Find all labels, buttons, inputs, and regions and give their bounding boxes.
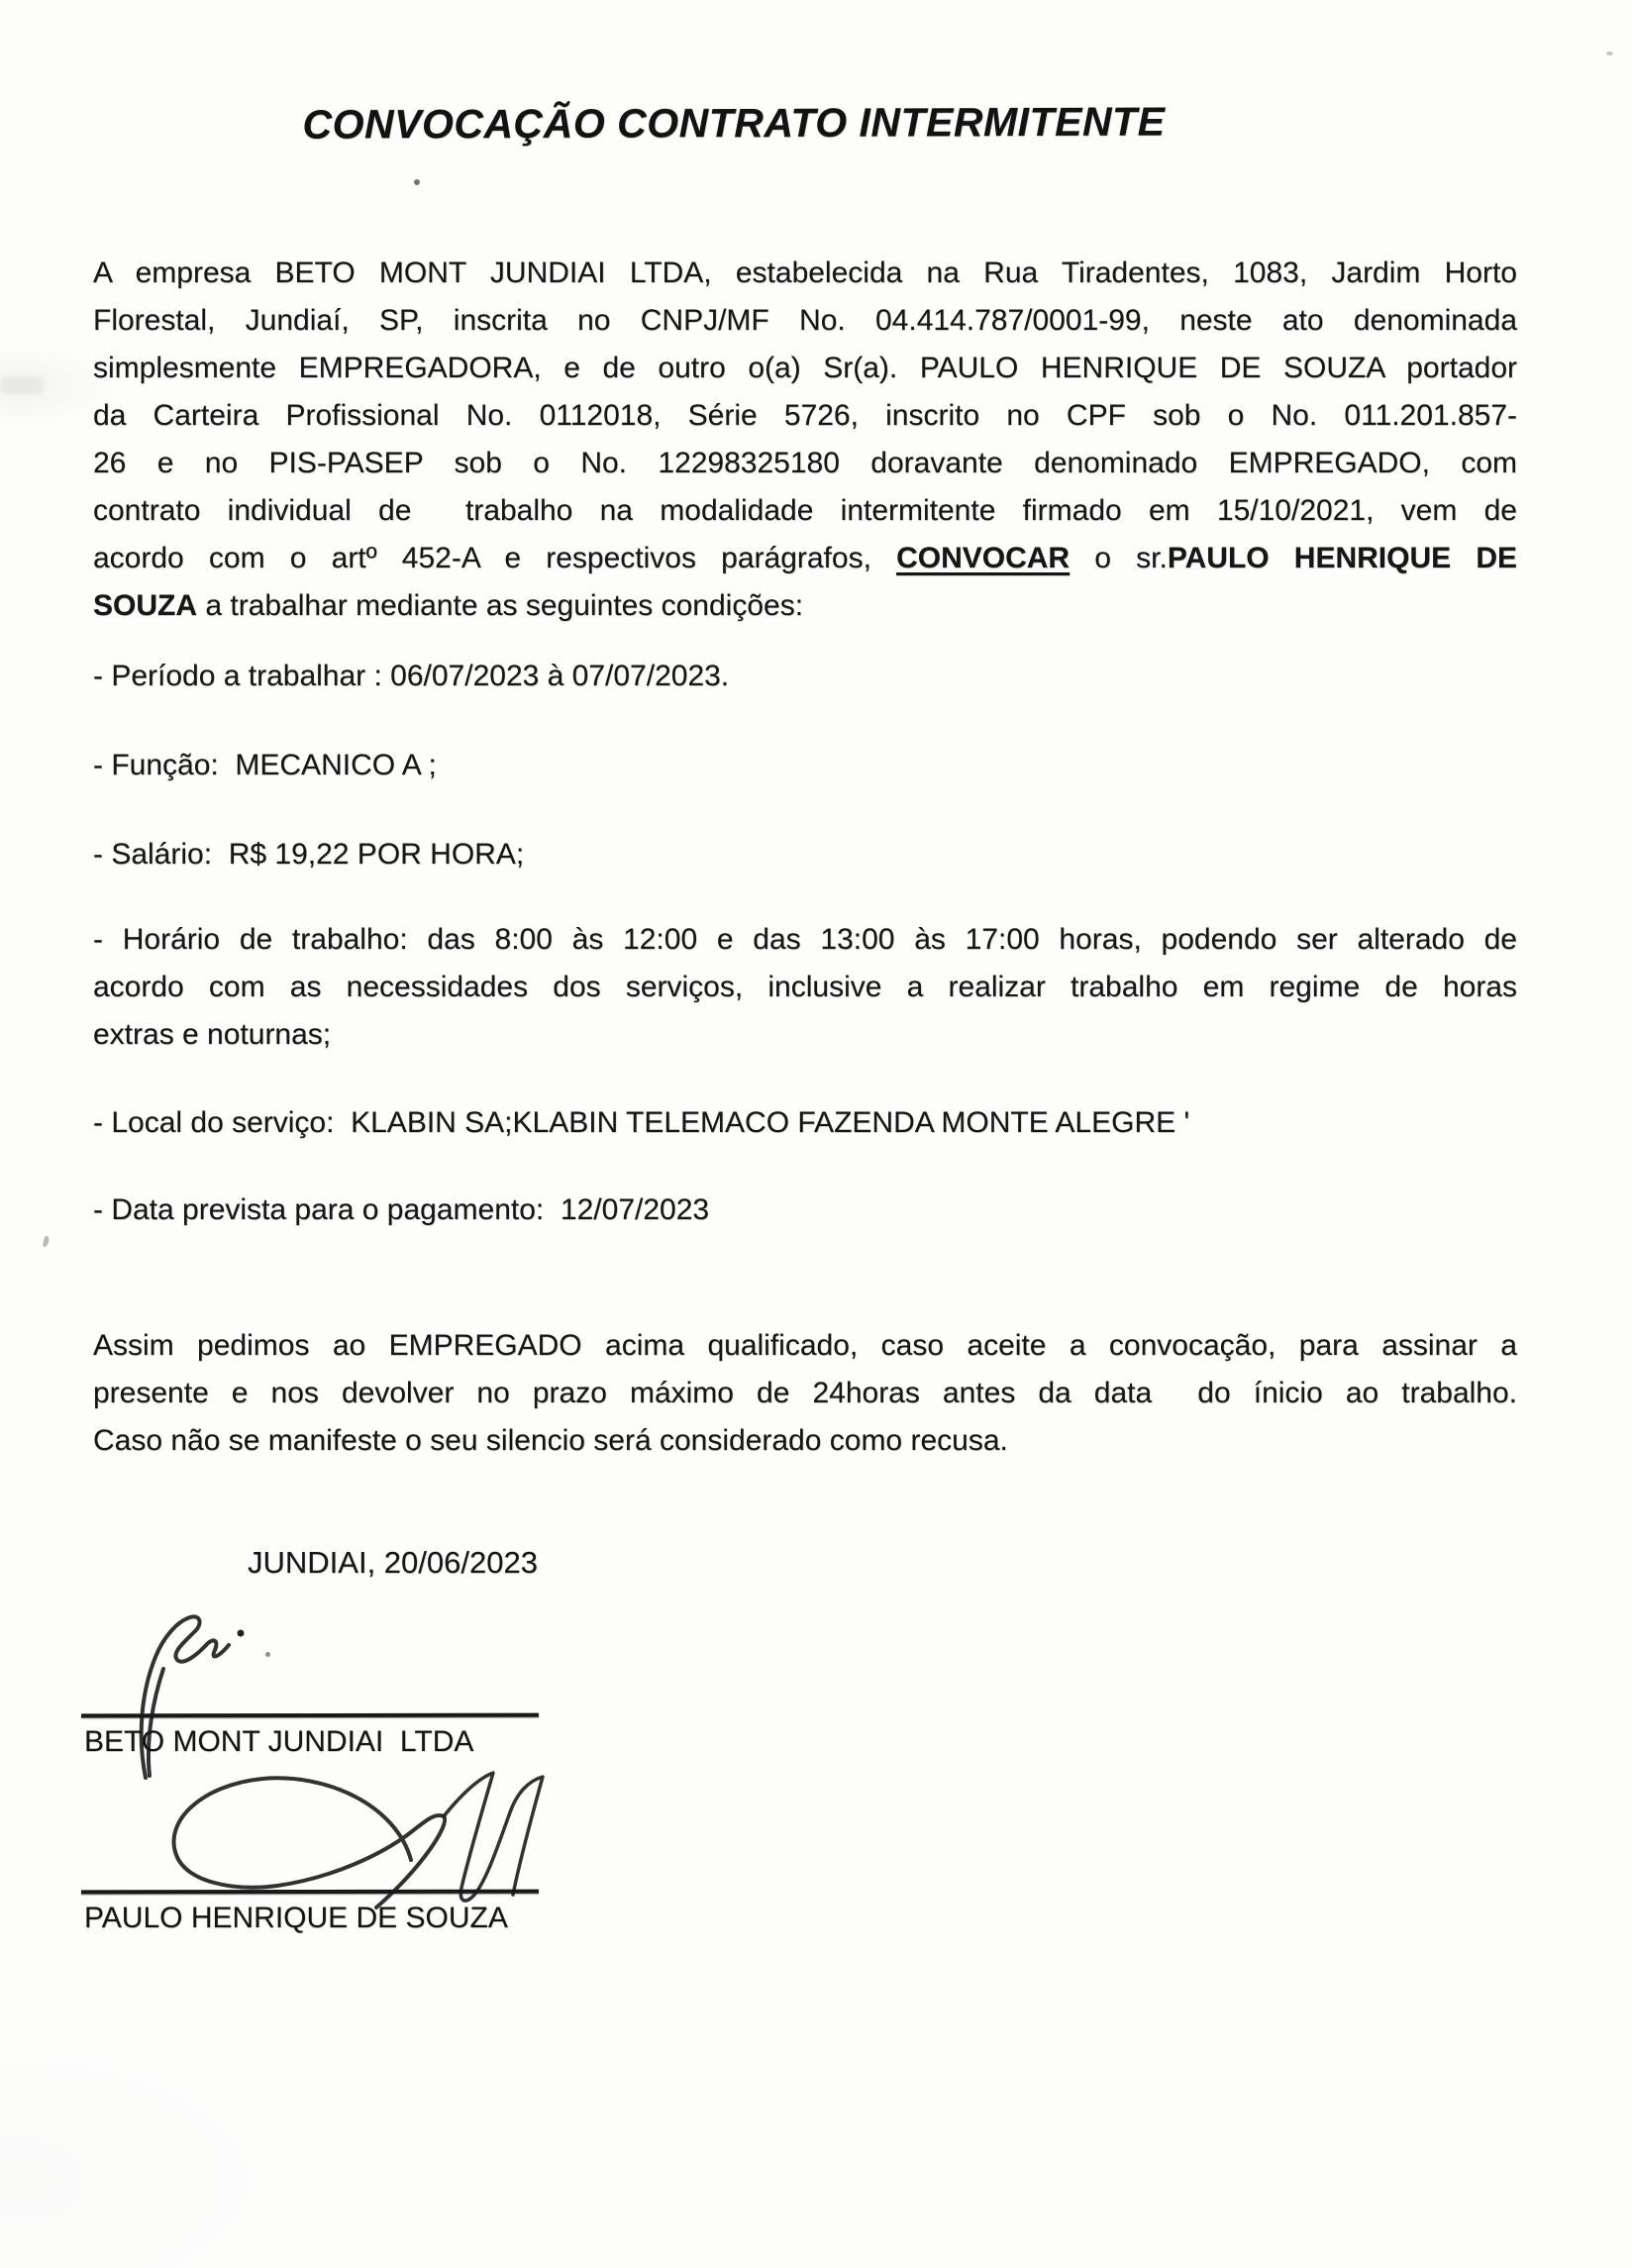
text-line: da Carteira Profissional No. 0112018, Série 5726, inscrito no CPF sob o No. 011.201.857- bbox=[93, 399, 1517, 432]
text-line: Florestal, Jundiaí, SP, inscrita no CNPJ/MF No. 04.414.787/0001-99, neste ato denominada bbox=[93, 304, 1517, 337]
condition-payment-date bbox=[93, 1186, 1517, 1234]
text-line: A empresa BETO MONT JUNDIAI LTDA, estabelecida na Rua Tiradentes, 1083, Jardim Horto bbox=[93, 257, 1517, 289]
scan-smudge bbox=[0, 376, 44, 394]
employee-signature-line bbox=[81, 1890, 539, 1895]
scan-speck bbox=[43, 1236, 51, 1248]
closing-paragraph bbox=[93, 1322, 1517, 1465]
intro-paragraph bbox=[93, 250, 1517, 630]
text-line: Assim pedimos ao EMPREGADO acima qualificado, caso aceite a convocação, para assinar a bbox=[93, 1329, 1517, 1362]
text-line: contrato individual de trabalho na modalidade intermitente firmado em 15/10/2021, vem de bbox=[93, 494, 1517, 527]
text-line: acordo com o artº 452-A e respectivos parágrafos, CONVOCAR o sr.PAULO HENRIQUE DE bbox=[93, 542, 1518, 574]
date-location-line: JUNDIAI, 20/06/2023 bbox=[248, 1545, 538, 1580]
text-line: - Horário de trabalho: das 8:00 às 12:00 e das 13:00 às 17:00 horas, podendo ser alterado de bbox=[93, 923, 1517, 956]
text-line: 26 e no PIS-PASEP sob o No. 12298325180 doravante denominado EMPREGADO, com bbox=[93, 447, 1517, 479]
condition-salary bbox=[93, 831, 1517, 878]
condition-period bbox=[93, 653, 1517, 700]
text-line: - Função: MECANICO A ; bbox=[93, 749, 437, 781]
text-line: - Período a trabalhar : 06/07/2023 à 07/07/2023. bbox=[93, 660, 730, 692]
text-line: Caso não se manifeste o seu silencio será considerado como recusa. bbox=[93, 1424, 1008, 1457]
text-line: simplesmente EMPREGADORA, e de outro o(a) Sr(a). PAULO HENRIQUE DE SOUZA portador bbox=[93, 352, 1517, 384]
text-line: acordo com as necessidades dos serviços, inclusive a realizar trabalho em regime de horas bbox=[93, 971, 1517, 1003]
condition-location bbox=[93, 1099, 1517, 1147]
employee-name: PAULO HENRIQUE DE SOUZA bbox=[84, 1902, 508, 1934]
condition-role bbox=[93, 742, 1517, 789]
text-line: presente e nos devolver no prazo máximo de 24horas antes da data do ínicio ao trabalho. bbox=[93, 1377, 1517, 1409]
text-line: extras e noturnas; bbox=[93, 1018, 332, 1051]
page-title: CONVOCAÇÃO CONTRATO INTERMITENTE bbox=[302, 98, 1166, 148]
text-line: - Local do serviço: KLABIN SA;KLABIN TELEMACO FAZENDA MONTE ALEGRE ' bbox=[93, 1106, 1190, 1139]
scan-speck bbox=[1606, 52, 1613, 55]
scan-speck bbox=[414, 179, 420, 185]
text-line: - Data prevista para o pagamento: 12/07/2023 bbox=[93, 1193, 710, 1226]
text-line: - Salário: R$ 19,22 POR HORA; bbox=[93, 838, 525, 871]
employer-name: BETO MONT JUNDIAI LTDA bbox=[84, 1725, 474, 1758]
condition-schedule bbox=[93, 916, 1517, 1059]
employer-signature-line bbox=[81, 1713, 539, 1718]
text-line: SOUZA a trabalhar mediante as seguintes condições: bbox=[93, 589, 804, 622]
